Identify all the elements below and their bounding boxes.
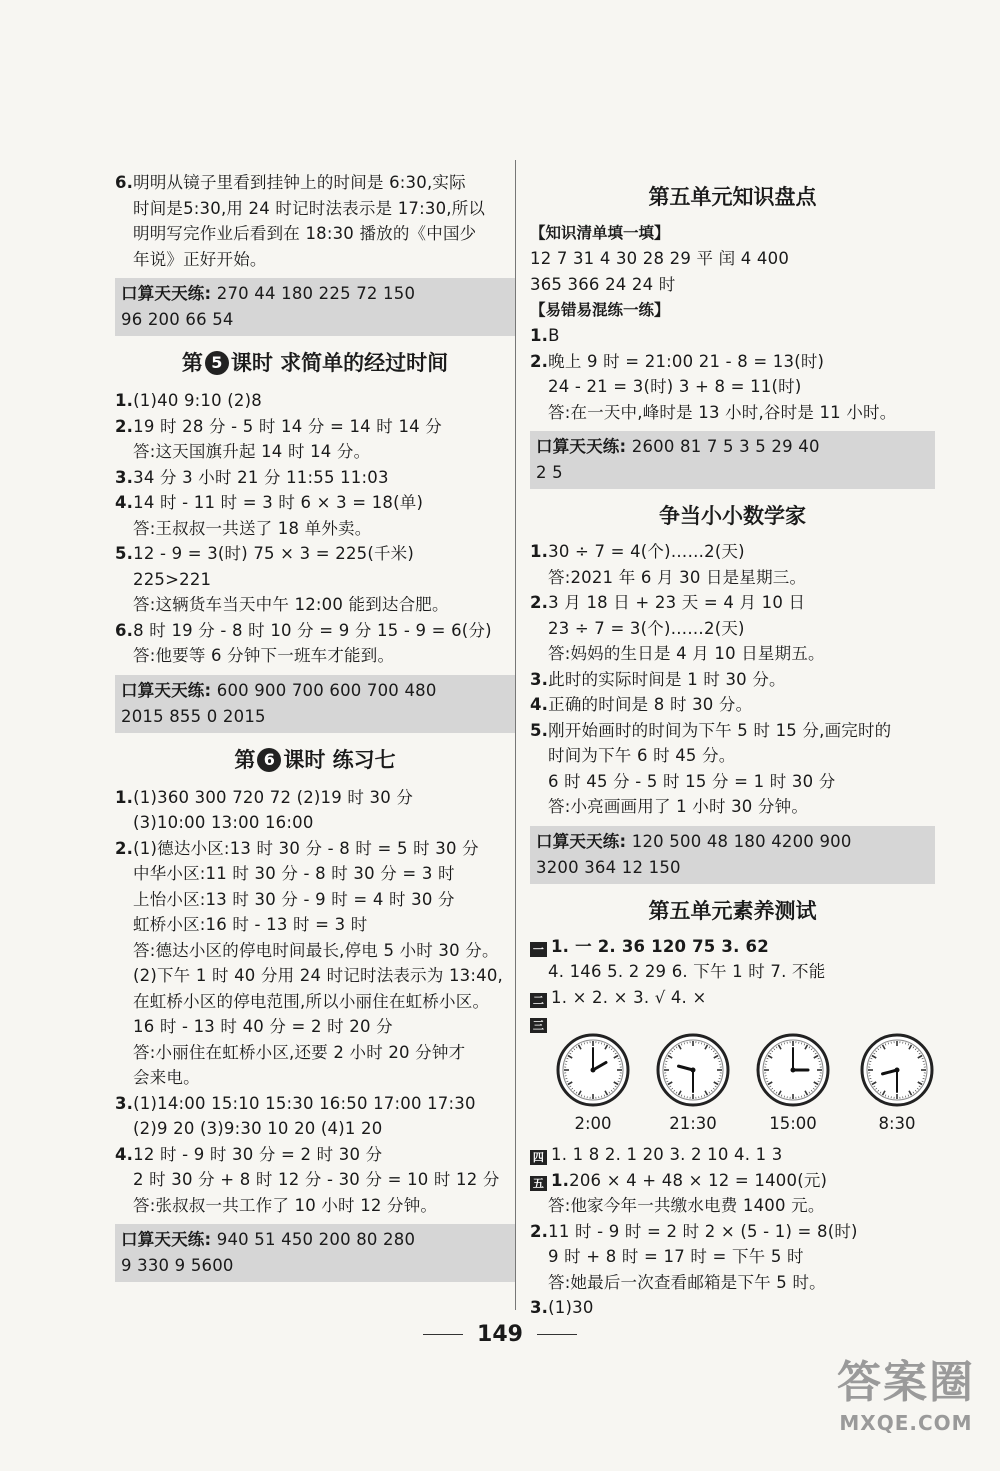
answer-text: 正确的时间是 8 时 30 分。	[548, 695, 753, 714]
oral-label: 口算天天练:	[121, 284, 212, 303]
answer-line	[530, 616, 935, 642]
test-part-1-cont: 4. 146 5. 2 29 6. 下午 1 时 7. 不能	[548, 962, 826, 981]
answer-line	[115, 938, 515, 964]
answer-text: 23 ÷ 7 = 3(个)……2(天)	[548, 618, 745, 638]
clock-face-icon	[655, 1032, 731, 1108]
answer-text: 16 时 - 13 时 40 分 = 2 时 20 分	[133, 1017, 393, 1036]
question-number: 6.	[115, 620, 134, 640]
test-part-4: 四 1. 1 8 2. 1 20 3. 2 10 4. 1 3	[530, 1142, 935, 1168]
answer-text: 6 时 45 分 - 5 时 15 分 = 1 时 30 分	[548, 771, 836, 791]
answer-text: 11 时 - 9 时 = 2 时 2 × (5 - 1) = 8(时)	[548, 1221, 858, 1241]
unit-summary-title: 第五单元知识盘点	[648, 184, 817, 209]
question-number: 2.	[530, 593, 549, 612]
answer-line	[115, 567, 515, 593]
oral-values: 2 5	[536, 463, 563, 482]
answer-text: 答:在一天中,峰时是 13 小时,谷时是 11 小时。	[548, 402, 897, 422]
answer-text: 上怡小区:13 时 30 分 - 9 时 = 4 时 30 分	[133, 889, 455, 909]
test-part-5-answers	[530, 1193, 935, 1321]
answer-line	[115, 541, 515, 567]
answer-line	[115, 810, 515, 836]
oral-label: 口算天天练:	[536, 437, 627, 456]
answer-text: 9 时 + 8 时 = 17 时 = 下午 5 时	[548, 1247, 804, 1266]
oral-values: 9 330 9 5600	[121, 1256, 234, 1275]
question-number: 1.	[530, 326, 549, 345]
clock-time-label: 2:00	[574, 1114, 612, 1133]
oral-values: 940 51 450 200 80 280	[211, 1230, 416, 1249]
answer-text: (1)360 300 720 72 (2)19 时 30 分	[133, 787, 414, 807]
answer-text: 答:王叔叔一共送了 18 单外卖。	[133, 518, 372, 538]
oral-values: 3200 364 12 150	[536, 857, 681, 877]
answer-text: 30 ÷ 7 = 4(个)……2(天)	[548, 542, 745, 561]
answer-text: (3)10:00 13:00 16:00	[133, 813, 314, 832]
answer-text: 时间为下午 6 时 45 分。	[548, 746, 736, 765]
answer-text: 答:他要等 6 分钟下一班车才能到。	[133, 646, 395, 665]
question-number: 6.	[115, 173, 134, 192]
question-number: 4.	[115, 1144, 134, 1164]
answer-line	[115, 170, 515, 196]
answer-line	[530, 667, 935, 693]
answer-text: 年说》正好开始。	[133, 249, 267, 269]
answer-line	[115, 490, 515, 516]
unit-test-title: 第五单元素养测试	[648, 897, 817, 923]
knowledge-list-label: 【知识清单填一填】	[530, 224, 670, 242]
question-number: 3.	[115, 467, 134, 487]
page-number: 149	[0, 1322, 1000, 1347]
clock-item	[648, 1032, 738, 1136]
answer-line	[530, 1295, 935, 1321]
lesson-5-title: 第 5 课时 求简单的经过时间	[181, 350, 449, 375]
question-number: 3.	[115, 1093, 134, 1113]
answer-text: 时间是5:30,用 24 时记时法表示是 17:30,所以	[133, 198, 486, 218]
answer-text: 答:张叔叔一共工作了 10 小时 12 分钟。	[133, 1195, 438, 1215]
answer-text: 晚上 9 时 = 21:00 21 - 8 = 13(时)	[548, 351, 825, 371]
oral-practice-1	[115, 278, 515, 336]
oral-values: 270 44 180 225 72 150	[211, 284, 416, 303]
left-column	[115, 170, 515, 1290]
oral-practice-2	[115, 675, 515, 733]
answer-text: (1)14:00 15:10 15:30 16:50 17:00 17:30	[133, 1093, 476, 1113]
question-number: 2.	[115, 416, 134, 436]
oral-values: 2600 81 7 5 3 5 29 40	[626, 437, 820, 456]
error-practice-label: 【易错易混练一练】	[530, 301, 670, 319]
answer-text: 答:德达小区的停电时间最长,停电 5 小时 30 分。	[133, 940, 499, 960]
answer-line	[115, 221, 515, 247]
lesson-6-answers	[115, 785, 515, 1219]
answer-text: 12 时 - 9 时 30 分 = 2 时 30 分	[133, 1144, 383, 1164]
column-divider	[515, 160, 516, 1310]
answer-line	[115, 861, 515, 887]
part-badge: 四	[530, 1150, 547, 1165]
question-number: 1.	[115, 391, 134, 410]
clock-center	[895, 1068, 900, 1073]
answer-line	[530, 565, 935, 591]
answer-line	[115, 592, 515, 618]
answer-line	[530, 743, 935, 769]
question-number: 5.	[115, 544, 134, 563]
answer-text: 24 - 21 = 3(时) 3 + 8 = 11(时)	[548, 377, 802, 396]
answer-text: 14 时 - 11 时 = 3 时 6 × 3 = 18(单)	[133, 493, 424, 512]
answer-text: 12 - 9 = 3(时) 75 × 3 = 225(千米)	[133, 544, 415, 563]
oral-values: 600 900 700 600 700 480	[211, 680, 437, 700]
clock-time-label: 15:00	[769, 1114, 817, 1133]
answer-line	[115, 963, 515, 989]
answer-text: 答:她最后一次查看邮箱是下午 5 时。	[548, 1272, 826, 1292]
answer-line	[530, 1244, 935, 1270]
answer-text: 答:他家今年一共缴水电费 1400 元。	[548, 1196, 825, 1215]
question-number: 5.	[530, 720, 549, 740]
answer-line	[530, 349, 935, 375]
answer-line	[115, 1014, 515, 1040]
question-number: 2.	[115, 838, 134, 858]
little-mathematician-title: 争当小小数学家	[659, 503, 806, 528]
answer-line	[530, 794, 935, 820]
clock-time-label: 21:30	[669, 1114, 717, 1133]
answer-line	[115, 1167, 515, 1193]
watermark-site: MXQE.COM	[839, 1411, 973, 1435]
answer-line	[530, 641, 935, 667]
answer-line	[530, 769, 935, 795]
test-part-2: 二 1. × 2. × 3. √ 4. ×	[530, 985, 935, 1011]
answer-text: 19 时 28 分 - 5 时 14 分 = 14 时 14 分	[133, 416, 442, 436]
error-practice-answers	[530, 323, 935, 425]
answer-text: 在虹桥小区的停电范围,所以小丽住在虹桥小区。	[133, 991, 490, 1011]
answer-text: (1)40 9:10 (2)8	[133, 391, 262, 410]
answer-line	[530, 692, 935, 718]
answer-line	[530, 1193, 935, 1219]
clock-center	[791, 1068, 796, 1073]
question-number: 3.	[530, 1298, 549, 1317]
oral-practice-5	[530, 826, 935, 884]
oral-label: 口算天天练:	[121, 680, 212, 700]
part-badge: 一	[530, 942, 547, 957]
answer-text: 答:这辆货车当天中午 12:00 能到达合肥。	[133, 595, 449, 614]
clock-center	[691, 1068, 696, 1073]
question-number: 2.	[530, 351, 549, 371]
test-part-1: 一 1. 一 2. 36 120 75 3. 62	[530, 934, 935, 960]
answer-line	[115, 1065, 515, 1091]
answer-line	[115, 1116, 515, 1142]
clock-answers	[530, 1032, 935, 1142]
answer-text: 答:妈妈的生日是 4 月 10 日星期五。	[548, 644, 825, 663]
question-number: 2.	[530, 1221, 549, 1241]
answer-line	[530, 1219, 935, 1245]
watermark-logo: 答案圈	[837, 1357, 975, 1408]
answer-text: 明明写完作业后看到在 18:30 播放的《中国少	[133, 224, 477, 243]
answer-text: 虹桥小区:16 时 - 13 时 = 3 时	[133, 915, 368, 934]
answer-line	[115, 516, 515, 542]
answer-line	[115, 618, 515, 644]
answer-text: 答:2021 年 6 月 30 日是星期三。	[548, 567, 807, 587]
answer-line	[115, 1142, 515, 1168]
test-part-3	[530, 1010, 935, 1030]
answer-line	[530, 374, 935, 400]
clock-item	[852, 1032, 942, 1136]
clock-time-label: 8:30	[878, 1114, 916, 1133]
oral-practice-3	[115, 1224, 515, 1282]
answer-line	[115, 388, 515, 414]
answer-line	[530, 400, 935, 426]
knowledge-answers: 365 366 24 24 时	[530, 274, 676, 294]
oral-values: 96 200 66 54	[121, 310, 234, 329]
watermark	[826, 1355, 986, 1465]
answer-line	[115, 989, 515, 1015]
clock-face-icon	[555, 1032, 631, 1108]
answer-text: 此时的实际时间是 1 时 30 分。	[548, 669, 786, 689]
question-number: 3.	[530, 669, 549, 689]
answer-text: 明明从镜子里看到挂钟上的时间是 6:30,实际	[133, 173, 466, 192]
oral-practice-4	[530, 431, 935, 489]
answer-text: (2)9 20 (3)9:30 10 20 (4)1 20	[133, 1119, 383, 1138]
clock-center	[591, 1068, 596, 1073]
answer-line	[530, 1270, 935, 1296]
answer-line	[115, 785, 515, 811]
oral-label: 口算天天练:	[536, 831, 627, 851]
answer-line	[530, 590, 935, 616]
answer-line	[115, 1193, 515, 1219]
oral-label: 口算天天练:	[121, 1230, 212, 1249]
oral-values: 120 500 48 180 4200 900	[626, 831, 852, 851]
answer-text: 中华小区:11 时 30 分 - 8 时 30 分 = 3 时	[133, 864, 455, 883]
answer-text: (2)下午 1 时 40 分用 24 时记时法表示为 13:40,	[133, 966, 503, 985]
answer-line	[530, 539, 935, 565]
lesson-6-title: 第 6 课时 练习七	[234, 746, 396, 772]
part-badge: 二	[530, 993, 547, 1008]
answer-line	[115, 912, 515, 938]
little-mathematician-answers	[530, 539, 935, 820]
answer-text: 3 月 18 日 + 23 天 = 4 月 10 日	[548, 593, 806, 612]
lesson-number-badge: 6	[257, 748, 281, 772]
answer-text: (1)德达小区:13 时 30 分 - 8 时 = 5 时 30 分	[133, 838, 479, 858]
question-number: 4.	[530, 695, 549, 714]
question-number: 4.	[115, 493, 134, 512]
answer-line	[115, 643, 515, 669]
lesson-number-badge: 5	[205, 351, 229, 375]
clock-item	[748, 1032, 838, 1136]
answer-text: 答:小丽住在虹桥小区,还要 2 小时 20 分钟才	[133, 1042, 466, 1062]
answer-line	[115, 439, 515, 465]
answer-text: 2 时 30 分 + 8 时 12 分 - 30 分 = 10 时 12 分	[133, 1170, 500, 1189]
question-number: 1.	[115, 787, 134, 807]
clock-face-icon	[859, 1032, 935, 1108]
answer-line	[530, 323, 935, 349]
answer-line	[115, 414, 515, 440]
clock-face-icon	[755, 1032, 831, 1108]
answer-line	[115, 887, 515, 913]
right-column	[530, 182, 935, 1321]
answer-line	[115, 1040, 515, 1066]
lesson-5-answers	[115, 388, 515, 669]
answer-text: 225>221	[133, 569, 212, 589]
answer-line	[115, 836, 515, 862]
clock-item	[548, 1032, 638, 1136]
question-6-block	[115, 170, 515, 272]
answer-line	[115, 465, 515, 491]
answer-text: 会来电。	[133, 1068, 200, 1087]
answer-text: B	[548, 326, 560, 345]
answer-text: 8 时 19 分 - 8 时 10 分 = 9 分 15 - 9 = 6(分)	[133, 620, 492, 640]
answer-text: 34 分 3 小时 21 分 11:55 11:03	[133, 467, 389, 487]
oral-values: 2015 855 0 2015	[121, 706, 266, 726]
answer-text: (1)30	[548, 1298, 594, 1317]
answer-line	[115, 247, 515, 273]
part-badge: 三	[530, 1018, 547, 1033]
question-number: 1.	[530, 542, 549, 561]
answer-text: 答:小亮画画用了 1 小时 30 分钟。	[548, 797, 809, 816]
answer-line	[115, 196, 515, 222]
answer-line	[530, 718, 935, 744]
knowledge-answers: 12 7 31 4 30 28 29 平 闰 4 400	[530, 249, 790, 268]
answer-text: 刚开始画时的时间为下午 5 时 15 分,画完时的	[548, 720, 892, 740]
answer-line	[115, 1091, 515, 1117]
answer-text: 答:这天国旗升起 14 时 14 分。	[133, 442, 371, 461]
part-badge: 五	[530, 1176, 547, 1191]
test-part-5-header: 五 1.206 × 4 + 48 × 12 = 1400(元)	[530, 1168, 935, 1194]
